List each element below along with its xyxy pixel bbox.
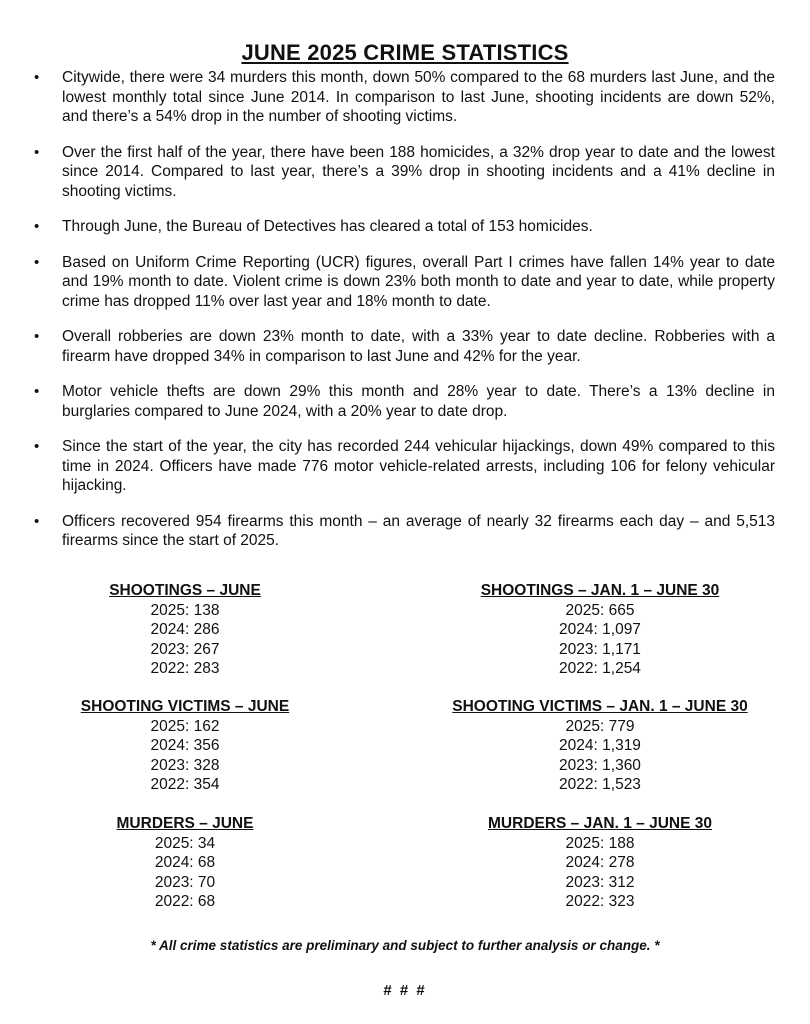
stats-victims-ytd (420, 697, 780, 795)
stat-row: 2025: 188 (565, 834, 635, 852)
stat-row: 2023: 1,360 (559, 756, 641, 774)
stat-row: 2024: 68 (154, 854, 216, 871)
bullet-murders-month: • Citywide, there were 34 murders this month, down 50% compared to the 68 murders last June, and the lowest monthly total since June 2014. In comparison to last June, shooting incidents are down 52%, and there’s a 54% drop in the number of shooting victims. (30, 68, 775, 127)
stat-row: 2024: 278 (565, 854, 635, 871)
stat-row: 2023: 1,171 (559, 640, 641, 658)
stat-row: 2025: 665 (565, 601, 635, 619)
stat-row: 2025: 34 (154, 834, 216, 852)
stat-heading: SHOOTING VICTIMS – JUNE (80, 698, 290, 715)
bullet-list (30, 68, 775, 567)
stat-row: 2024: 1,097 (559, 621, 641, 638)
stat-row: 2024: 356 (150, 737, 220, 754)
bullet-motor-vehicle-thefts: • Motor vehicle thefts are down 29% this month and 28% year to date. There’s a 13% decline in burglaries compared to June 2024, with a 20% year to date drop. (30, 382, 775, 421)
page-title: JUNE 2025 CRIME STATISTICS (241, 40, 569, 65)
bullet-homicides-ytd: • Over the first half of the year, there have been 188 homicides, a 32% drop year to date and the lowest since 2014. Compared to last year, there’s a 39% drop in shooting incidents and a 41% decline in shooting victims. (30, 143, 775, 202)
stat-heading: MURDERS – JUNE (116, 815, 254, 832)
stat-heading: SHOOTINGS – JAN. 1 – JUNE 30 (480, 582, 720, 599)
stat-row: 2023: 312 (565, 873, 635, 891)
stat-row: 2025: 779 (565, 717, 635, 735)
bullet-homicides-cleared: • Through June, the Bureau of Detectives has cleared a total of 153 homicides. (30, 217, 775, 237)
stat-row: 2022: 283 (150, 660, 220, 677)
stats-victims-june (40, 697, 330, 795)
stat-row: 2023: 328 (150, 756, 220, 774)
stats-shootings-june (40, 581, 330, 679)
stats-shootings-ytd (420, 581, 780, 679)
stat-row: 2022: 1,523 (559, 776, 641, 793)
stat-row: 2022: 323 (565, 893, 635, 910)
stats-murders-june (40, 814, 330, 912)
stat-row: 2022: 1,254 (559, 660, 641, 677)
bullet-ucr-figures: • Based on Uniform Crime Reporting (UCR) figures, overall Part I crimes have fallen 14% year to date and 19% month to date. Violent crime is down 23% both month to date and year to date, while property crime has dropped 11% over last year and 18% month to date. (30, 253, 775, 312)
stat-row: 2025: 162 (150, 717, 220, 735)
stat-row: 2025: 138 (150, 601, 220, 619)
bullet-vehicular-hijackings: • Since the start of the year, the city has recorded 244 vehicular hijackings, down 49% compared to this time in 2024. Officers have made 776 motor vehicle-related arrests, including 106 for felony vehicular hijacking. (30, 437, 775, 496)
preliminary-footnote: * All crime statistics are preliminary and subject to further analysis or change. * (150, 938, 660, 953)
stat-row: 2024: 1,319 (559, 737, 641, 754)
stat-row: 2023: 267 (150, 640, 220, 658)
stat-heading: MURDERS – JAN. 1 – JUNE 30 (488, 815, 712, 832)
stat-row: 2022: 354 (150, 776, 220, 793)
end-mark: # # # (383, 982, 427, 999)
stat-row: 2022: 68 (154, 893, 216, 910)
bullet-firearms-recovered: • Officers recovered 954 firearms this month – an average of nearly 32 firearms each day – and 5,513 firearms since the start of 2025. (30, 512, 775, 551)
stats-murders-ytd (420, 814, 780, 912)
stat-heading: SHOOTING VICTIMS – JAN. 1 – JUNE 30 (452, 698, 748, 715)
stat-row: 2024: 286 (150, 621, 220, 638)
stat-heading: SHOOTINGS – JUNE (109, 582, 261, 599)
stat-row: 2023: 70 (154, 873, 216, 891)
bullet-robberies: • Overall robberies are down 23% month to date, with a 33% year to date decline. Robberies with a firearm have dropped 34% in comparison to last June and 42% for the year. (30, 327, 775, 366)
